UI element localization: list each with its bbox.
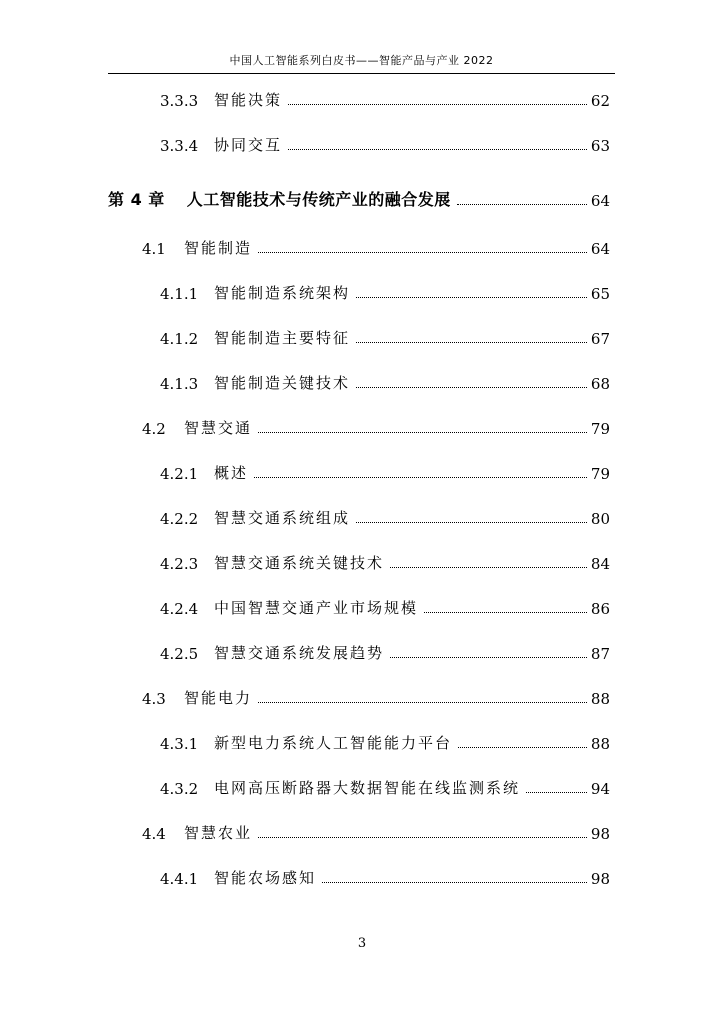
toc-entry[interactable] xyxy=(142,236,610,258)
dot-leader xyxy=(258,837,587,838)
dot-leader xyxy=(288,149,587,150)
dot-leader xyxy=(356,297,587,298)
toc-entry-title: 智能决策 xyxy=(214,91,283,109)
toc-entry[interactable] xyxy=(142,821,610,843)
toc-entry-page: 64 xyxy=(590,240,610,258)
toc-entry-page: 80 xyxy=(590,510,610,528)
toc-entry-number: 4.1.1 xyxy=(160,285,199,303)
toc-entry-number: 3.3.3 xyxy=(160,92,199,110)
dot-leader xyxy=(254,477,587,478)
toc-entry-number: 4.2.4 xyxy=(160,600,199,618)
dot-leader xyxy=(258,432,587,433)
toc-entry[interactable] xyxy=(160,506,610,528)
dot-leader xyxy=(258,702,587,703)
toc-entry-title: 概述 xyxy=(214,464,249,482)
dot-leader xyxy=(390,657,587,658)
toc-entry-title: 智能电力 xyxy=(184,689,253,707)
toc-entry[interactable] xyxy=(142,416,610,438)
toc-entry-page: 62 xyxy=(590,92,610,110)
toc-entry[interactable] xyxy=(160,731,610,753)
toc-entry[interactable] xyxy=(160,551,610,573)
toc-entry[interactable] xyxy=(160,88,610,110)
toc-entry-number: 4.3.2 xyxy=(160,780,199,798)
toc-entry-page: 98 xyxy=(590,825,610,843)
dot-leader xyxy=(457,204,587,205)
toc-entry-page: 67 xyxy=(590,330,610,348)
toc-entry-page: 94 xyxy=(590,780,610,798)
toc-entry-number: 4.2.1 xyxy=(160,465,199,483)
toc-entry-number: 第 4 章 xyxy=(108,190,165,209)
dot-leader xyxy=(356,342,587,343)
toc-entry-page: 88 xyxy=(590,690,610,708)
dot-leader xyxy=(458,747,587,748)
running-header: 中国人工智能系列白皮书——智能产品与产业 2022 xyxy=(229,54,494,67)
dot-leader xyxy=(356,387,587,388)
toc-entry[interactable] xyxy=(160,461,610,483)
toc-entry-title: 人工智能技术与传统产业的融合发展 xyxy=(186,190,451,209)
toc-entry-title: 智慧交通 xyxy=(184,419,253,437)
toc-entry-title: 智能制造 xyxy=(184,239,253,257)
toc-entry-number: 4.2.2 xyxy=(160,510,199,528)
toc-entry-page: 86 xyxy=(590,600,610,618)
toc-entry-number: 4.2.5 xyxy=(160,645,199,663)
toc-entry-page: 84 xyxy=(590,555,610,573)
toc-entry-title: 智能制造系统架构 xyxy=(214,284,351,302)
toc-entry-title: 电网高压断路器大数据智能在线监测系统 xyxy=(214,779,521,797)
toc-entry-number: 3.3.4 xyxy=(160,137,199,155)
toc-entry-number: 4.4 xyxy=(142,825,166,843)
toc-chapter-entry[interactable] xyxy=(108,188,610,210)
toc-entry[interactable] xyxy=(160,281,610,303)
toc-entry-number: 4.2 xyxy=(142,420,166,438)
toc-entry-number: 4.1 xyxy=(142,240,166,258)
toc-entry-page: 88 xyxy=(590,735,610,753)
dot-leader xyxy=(356,522,587,523)
toc-entry-page: 98 xyxy=(590,870,610,888)
toc-entry-number: 4.1.3 xyxy=(160,375,199,393)
toc-entry-number: 4.1.2 xyxy=(160,330,199,348)
toc-entry-title: 智慧交通系统发展趋势 xyxy=(214,644,385,662)
toc-entry-title: 中国智慧交通产业市场规模 xyxy=(214,599,419,617)
toc-entry[interactable] xyxy=(160,641,610,663)
toc-entry-title: 新型电力系统人工智能能力平台 xyxy=(214,734,453,752)
toc-entry-title: 智能制造主要特征 xyxy=(214,329,351,347)
toc-entry-title: 协同交互 xyxy=(214,136,283,154)
toc-entry-title: 智慧交通系统组成 xyxy=(214,509,351,527)
toc-entry-title: 智慧交通系统关键技术 xyxy=(214,554,385,572)
toc-entry-number: 4.3 xyxy=(142,690,166,708)
toc-entry-page: 68 xyxy=(590,375,610,393)
toc-entry[interactable] xyxy=(142,686,610,708)
toc-entry-page: 63 xyxy=(590,137,610,155)
toc-entry[interactable] xyxy=(160,133,610,155)
toc-entry[interactable] xyxy=(160,866,610,888)
dot-leader xyxy=(288,104,587,105)
toc-entry-page: 87 xyxy=(590,645,610,663)
dot-leader xyxy=(526,792,587,793)
toc-entry-number: 4.3.1 xyxy=(160,735,199,753)
dot-leader xyxy=(390,567,587,568)
toc-entry[interactable] xyxy=(160,596,610,618)
toc-entry-page: 64 xyxy=(590,192,610,210)
toc-entry-number: 4.4.1 xyxy=(160,870,199,888)
page-number: 3 xyxy=(357,936,367,951)
toc-entry[interactable] xyxy=(160,371,610,393)
toc-entry-number: 4.2.3 xyxy=(160,555,199,573)
toc-entry-page: 79 xyxy=(590,465,610,483)
dot-leader xyxy=(258,252,587,253)
toc-entry-title: 智能农场感知 xyxy=(214,869,317,887)
toc-entry-title: 智慧农业 xyxy=(184,824,253,842)
toc-entry-page: 79 xyxy=(590,420,610,438)
header-divider xyxy=(108,73,615,74)
dot-leader xyxy=(424,612,587,613)
dot-leader xyxy=(322,882,587,883)
toc-entry-page: 65 xyxy=(590,285,610,303)
toc-entry[interactable] xyxy=(160,326,610,348)
toc-entry-title: 智能制造关键技术 xyxy=(214,374,351,392)
toc-entry[interactable] xyxy=(160,776,610,798)
